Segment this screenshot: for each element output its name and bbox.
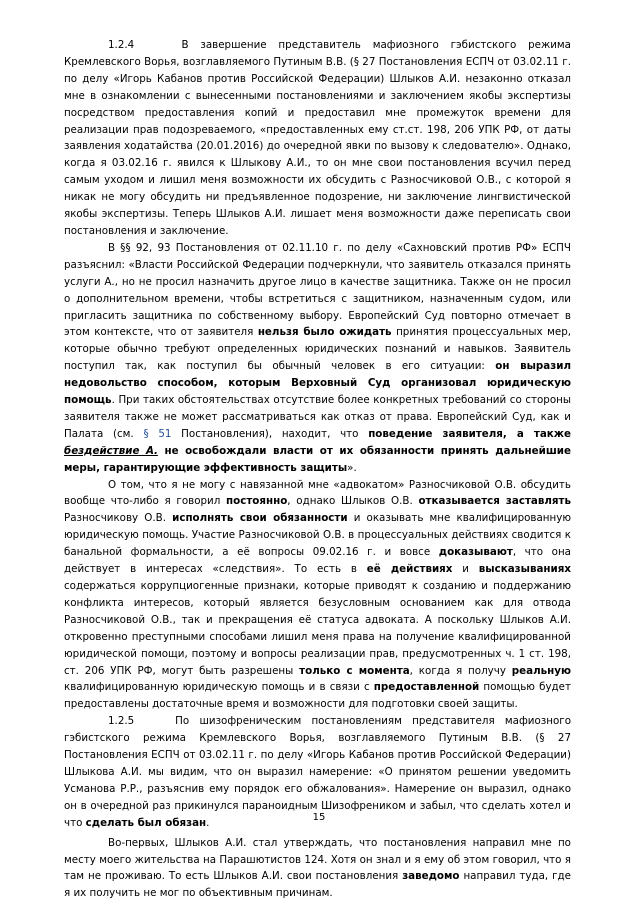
text-run: . [206,816,210,829]
paragraph-firstly [64,835,571,903]
reference-link[interactable]: § 51 [143,427,172,440]
bold-phrase: поведение заявителя, а также [368,427,571,440]
text-run: Во-первых, Шлыков А.И. стал утверждать, что постановления направил мне по месту моего жительства на Парашютистов 124. Хотя он знал и я ему об этом говорил, что я там не проживаю. То есть Шлыков А.И. свои постановления [64,836,571,883]
bold-phrase: высказываниях [478,563,571,576]
bold-phrase: он выразил недовольство способом, которым Верховный Суд организовал юридическую помощь [64,360,571,407]
bold-phrase: исполнять свои обязанности [172,512,348,525]
text-run: В §§ 92, 93 Постановления от 02.11.10 г. по делу «Сахновский против РФ» ЕСПЧ разъяснил: «Власти Российской Федерации подчеркнули, что заявитель отказался принять услуги А., но не просил назначить другое лицо в качестве защитника. Также он не просил о дополнительном времени, чтобы встретиться с защитником, назначенным судом, или пригласить защитника по собственному выбору. Европейский Суд повторно отмечает в этом контексте, что от заявителя [64,241,571,339]
text-run: и [452,563,479,576]
bold-phrase: сделать был обязан [85,816,207,829]
text-run: направил туда, где я их получить не мог по объективным причинам. [64,870,571,900]
text-run: 1.2.5 По шизофреническим постановлениям представителя мафиозного гэбистского режима Кремлевского Ворья, возглавляемого Путиным В.В. (§ 27 Постановления ЕСПЧ от 03.02.11 г. по делу «Игорь Кабанов против Российской Федерации) Шлыкова А.И. мы видим, что он выразил намерение: «О принятом решении уведомить Усманова Р.Р., разъяснив ему порядок его обжалования». Намерение он выразил, однако он в очередной раз прикинулся параноидным Шизофреником и забыл, что сделать хотел и что [64,715,571,829]
text-run: содержаться коррупциогенные признаки, которые приводят к созданию и поддержанию конфликта интересов, который является безусловным основанием как для отвода Разносчиковой О.В., так и прекращения её статуса адвоката. А поскольку Шлыков А.И. откровенно преступными способами лишил меня права на получение квалифицированной юридической помощи, поэтому и вопросы реализации прав, предусмотренных ч. 1 ст. 198, ст. 206 УПК РФ, могут быть разрешены [64,580,571,677]
bold-phrase: её действиях [366,563,453,576]
bold-phrase: не освобождали власти от их обязанности принять дальнейшие меры, гарантирующие эффективность защиты [64,444,571,474]
paragraph-advocate [64,477,571,714]
bold-phrase: нельзя было ожидать [257,326,392,339]
text-run: ». [347,461,357,474]
text-run: Постановления), находит, что [171,427,369,440]
bold-phrase: доказывают [438,546,513,559]
text-run: , однако Шлыков О.В. [287,495,419,508]
text-run: квалифицированную юридическую помощь и в связи с [64,681,374,694]
bold-phrase: постоянно [226,495,288,508]
text-run: 1.2.4 В завершение представитель мафиозного гэбистского режима Кремлевского Ворья, возглавляемого Путиным В.В. (§ 27 Постановления ЕСПЧ от 03.02.11 г. по делу «Игорь Кабанов против Российской Федерации) Шлыков А.И. незаконно отказал мне в ознакомлении с вынесенными постановлениями и заключением якобы экспертизы посредством предоставления копий и предоставил мне промежуток времени для реализации прав подозреваемого, «предоставленных ему ст.ст. 198, 206 УПК РФ, от даты заявления ходатайства (20.01.2016) до очередной явки по вызову к следователю». Однако, когда я 03.02.16 г. явился к Шлыкову А.И., то он мне свои постановления всучил перед самым уходом и лишил меня возможности их обсудить с Разносчиковой О.В., с которой я никак не могу обсудить ни предъявленное подозрение, ни заключение лингвистической якобы экспертизы. Теперь Шлыков А.И. лишает меня возможности даже переписать свои постановления и заключение. [64,39,571,237]
text-run: . При таких обстоятельствах отсутствие более конкретных требований со стороны заявителя также не может рассматриваться как отказ от права. Европейский Суд, как и Палата (см. [64,394,571,440]
emphasized-phrase: бездействие А. [64,444,158,457]
page-number: 15 [312,812,326,823]
document-body [64,37,571,902]
text-run: Разносчикову О.В. [64,512,173,525]
text-run: принятия процессуальных мер, которые обычно требуют определенных юридических познаний и навыков. Заявитель поступил так, как поступил бы обычный человек в его ситуации: [64,326,571,373]
text-run: и оказывать мне квалифицированную юридическую помощь. Участие Разносчиковой О.В. в процессуальных действиях сводится к банальной формальности, а её вопросы 09.02.16 г. и вовсе [64,512,572,559]
text-run: О том, что я не могу с навязанной мне «адвокатом» Разносчиковой О.В. обсудить вообще что-либо я говорил [64,478,571,508]
bold-phrase: отказывается заставлять [418,495,572,508]
text-run: , что она действует в интересах «следствия». То есть в [64,546,571,576]
text-run: помощью будет предоставлены достаточные время и возможности для подготовки своей защиты. [64,681,571,711]
bold-phrase: заведомо [402,870,460,883]
paragraph-echr-92-93 [64,240,571,477]
bold-phrase: предоставленной [373,681,480,694]
text-run: , когда я получу [409,664,512,677]
bold-phrase: только с момента [299,664,410,677]
paragraph-1-2-4 [64,37,571,240]
bold-phrase: реальную [511,664,571,677]
